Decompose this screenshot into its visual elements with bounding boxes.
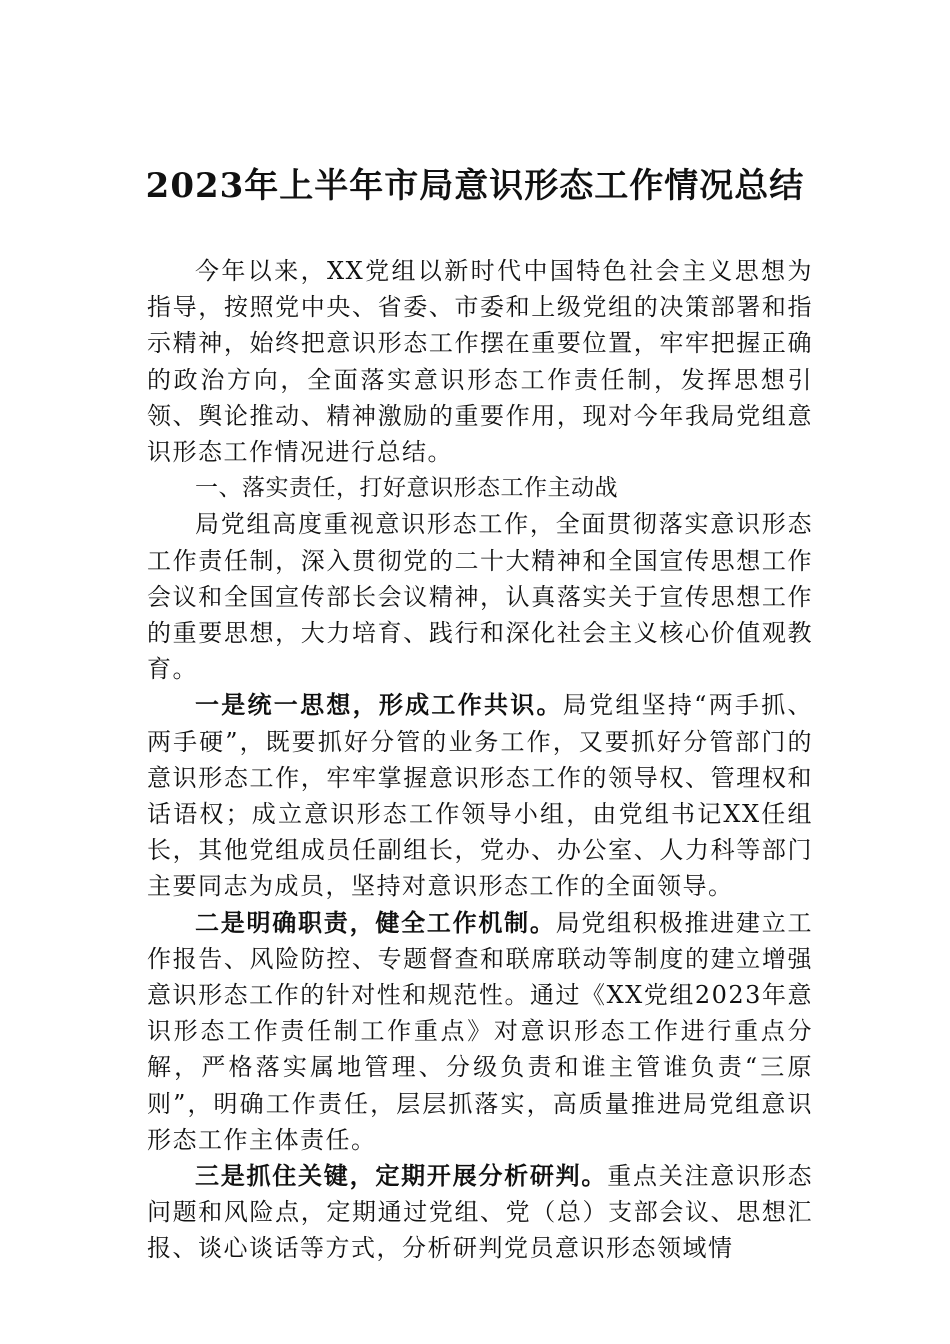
item-paragraph-1 <box>147 687 813 904</box>
item-lead-3: 三是抓住关键，定期开展分析研判。 <box>195 1161 608 1191</box>
item-text-3: 重点关注意识形态问题和风险点，定期通过党组、党（总）支部会议、思想汇报、谈心谈话等方式，分析研判党员意识形态领域情 <box>147 1162 814 1263</box>
section-paragraph: 局党组高度重视意识形态工作，全面贯彻落实意识形态工作责任制，深入贯彻党的二十大精神和全国宣传思想工作会议和全国宣传部长会议精神，认真落实关于宣传思想工作的重要思想，大力培育、践行和深化社会主义核心价值观教育。 <box>147 510 813 684</box>
item-text-2: 局党组积极推进建立工作报告、风险防控、专题督查和联席联动等制度的建立增强意识形态工作的针对性和规范性。通过《XX党组2023年意识形态工作责任制工作重点》对意识形态工作进行重点分解，严格落实属地管理、分级负责和谁主管谁负责“三原则”，明确工作责任，层层抓落实，高质量推进局党组意识形态工作主体责任。 <box>147 908 814 1154</box>
document-title: 2023年上半年市局意识形态工作情况总结 <box>145 166 805 206</box>
item-lead-2: 二是明确职责，健全工作机制。 <box>195 907 556 937</box>
section-heading: 一、落实责任，打好意识形态工作主动战 <box>195 475 618 502</box>
item-text-1: 局党组坚持“两手抓、两手硬”，既要抓好分管的业务工作，又要抓好分管部门的意识形态工作，牢牢掌握意识形态工作的领导权、管理权和话语权；成立意识形态工作领导小组，由党组书记XX任组长，其他党组成员任副组长，党办、办公室、人力科等部门主要同志为成员，坚持对意识形态工作的全面领导。 <box>147 691 813 901</box>
item-lead-1: 一是统一思想，形成工作共识。 <box>195 690 563 720</box>
document-body <box>147 253 813 1267</box>
item-paragraph-3 <box>147 1158 813 1267</box>
intro-paragraph: 今年以来，XX党组以新时代中国特色社会主义思想为指导，按照党中央、省委、市委和上级党组的决策部署和指示精神，始终把意识形态工作摆在重要位置，牢牢把握正确的政治方向，全面落实意识形态工作责任制，发挥思想引领、舆论推动、精神激励的重要作用，现对今年我局党组意识形态工作情况进行总结。 <box>147 257 813 467</box>
item-paragraph-2 <box>147 905 813 1158</box>
